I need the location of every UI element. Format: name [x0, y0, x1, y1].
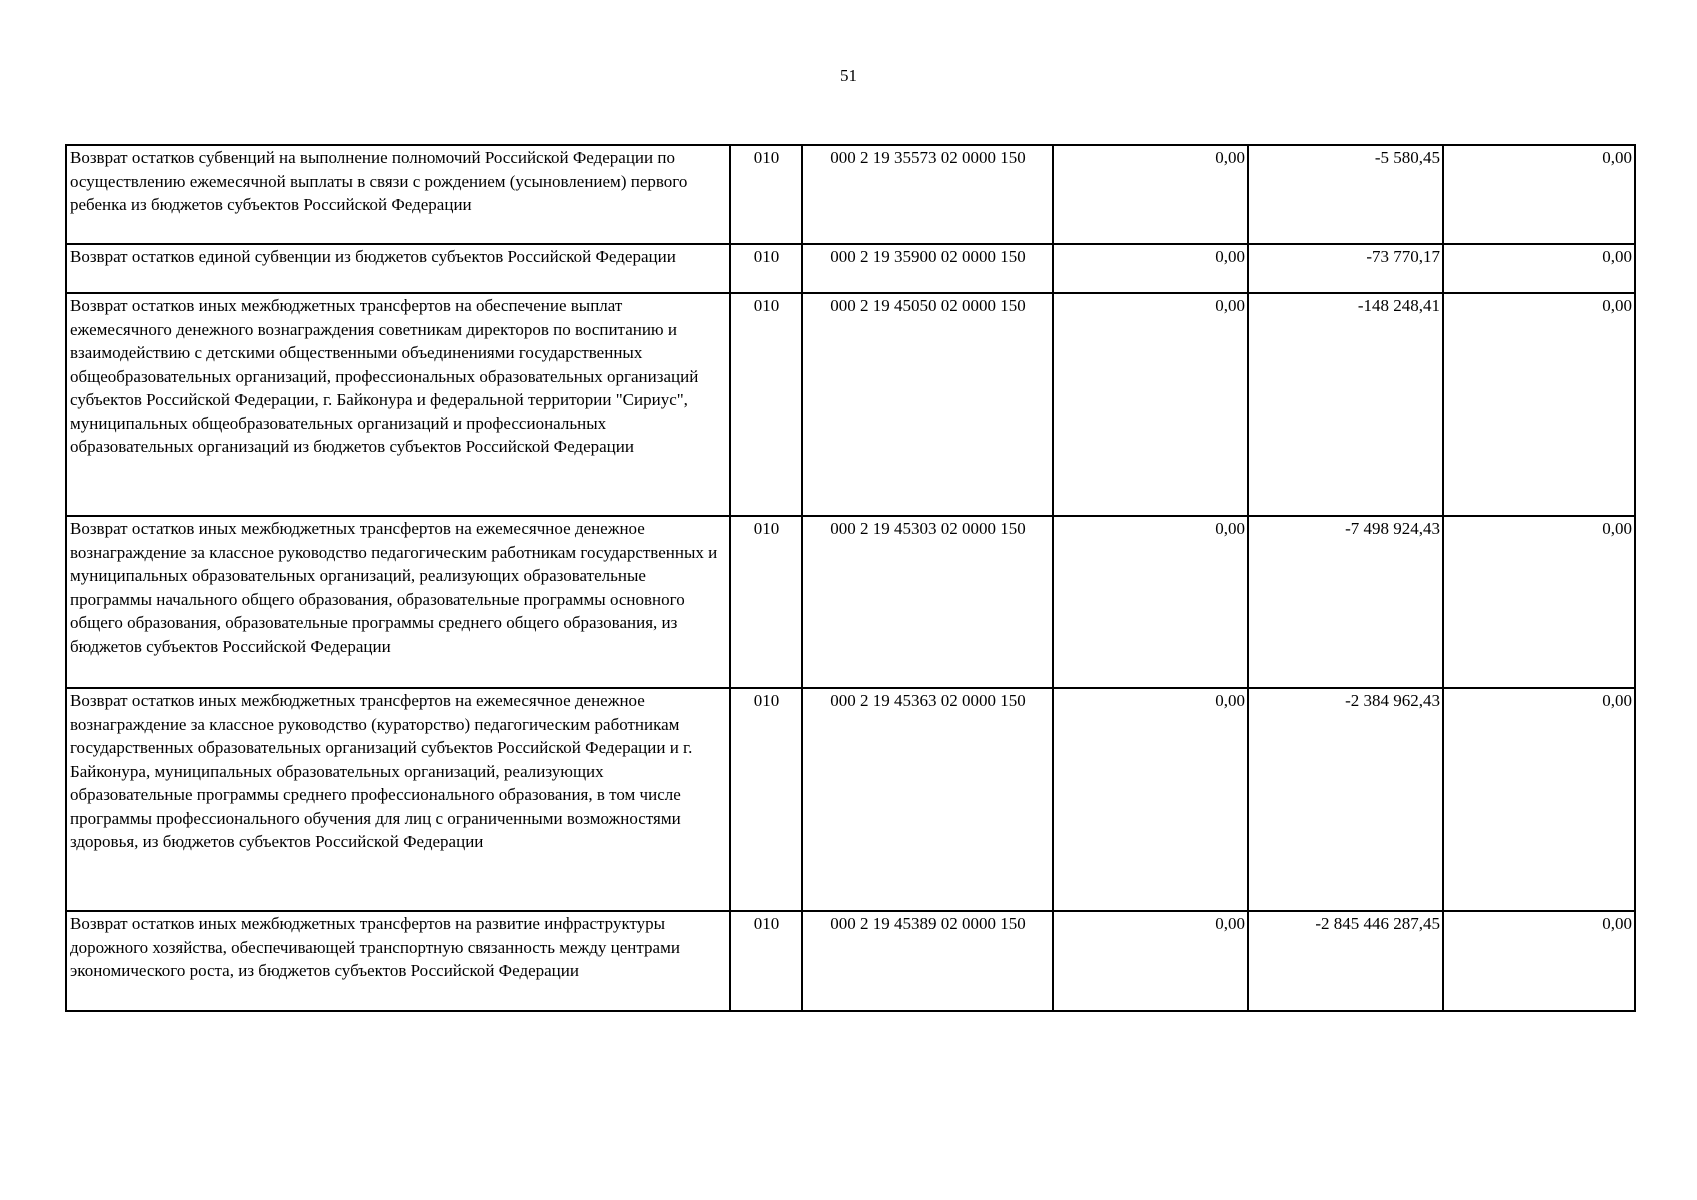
row-value-1-cell: 0,00	[1053, 516, 1248, 688]
row-budget-code-cell: 000 2 19 45050 02 0000 150	[802, 293, 1053, 516]
row-budget-code-cell: 000 2 19 45389 02 0000 150	[802, 911, 1053, 1011]
table-row	[66, 516, 1635, 688]
row-value-3-cell: 0,00	[1443, 911, 1635, 1011]
row-name-cell: Возврат остатков единой субвенции из бюджетов субъектов Российской Федерации	[66, 244, 730, 293]
row-value-1-cell: 0,00	[1053, 244, 1248, 293]
row-value-3-cell: 0,00	[1443, 145, 1635, 244]
row-admin-code-cell: 010	[730, 516, 802, 688]
row-value-3-cell: 0,00	[1443, 688, 1635, 911]
row-name-cell: Возврат остатков иных межбюджетных трансфертов на развитие инфраструктуры дорожного хозяйства, обеспечивающей транспортную связанность между центрами экономического роста, из бюджетов субъектов Российской Федерации	[66, 911, 730, 1011]
page-number: 51	[840, 66, 857, 85]
row-value-3-cell: 0,00	[1443, 244, 1635, 293]
row-budget-code-cell: 000 2 19 35900 02 0000 150	[802, 244, 1053, 293]
row-admin-code-cell: 010	[730, 688, 802, 911]
row-name-cell: Возврат остатков иных межбюджетных трансфертов на обеспечение выплат ежемесячного денежного вознаграждения советникам директоров по воспитанию и взаимодействию с детскими общественными объединениями государственных общеобразовательных организаций, профессиональных образовательных организаций субъектов Российской Федерации, г. Байконура и федеральной территории "Сириус", муниципальных общеобразовательных организаций и профессиональных образовательных организаций из бюджетов субъектов Российской Федерации	[66, 293, 730, 516]
row-value-2-cell: -2 845 446 287,45	[1248, 911, 1443, 1011]
row-value-2-cell: -5 580,45	[1248, 145, 1443, 244]
row-value-2-cell: -148 248,41	[1248, 293, 1443, 516]
row-value-2-cell: -2 384 962,43	[1248, 688, 1443, 911]
row-value-2-cell: -73 770,17	[1248, 244, 1443, 293]
row-budget-code-cell: 000 2 19 45303 02 0000 150	[802, 516, 1053, 688]
table-row	[66, 911, 1635, 1011]
budget-table	[65, 144, 1636, 1012]
row-budget-code-cell: 000 2 19 35573 02 0000 150	[802, 145, 1053, 244]
table-row	[66, 688, 1635, 911]
row-name-cell: Возврат остатков иных межбюджетных трансфертов на ежемесячное денежное вознаграждение за классное руководство (кураторство) педагогическим работникам государственных образовательных организаций субъектов Российской Федерации и г. Байконура, муниципальных образовательных организаций, реализующих образовательные программы среднего профессионального образования, в том числе программы профессионального обучения для лиц с ограниченными возможностями здоровья, из бюджетов субъектов Российской Федерации	[66, 688, 730, 911]
row-admin-code-cell: 010	[730, 911, 802, 1011]
row-admin-code-cell: 010	[730, 293, 802, 516]
row-name-cell: Возврат остатков иных межбюджетных трансфертов на ежемесячное денежное вознаграждение за классное руководство педагогическим работникам государственных и муниципальных образовательных организаций, реализующих образовательные программы начального общего образования, образовательные программы основного общего образования, образовательные программы среднего общего образования, из бюджетов субъектов Российской Федерации	[66, 516, 730, 688]
row-value-3-cell: 0,00	[1443, 516, 1635, 688]
row-value-1-cell: 0,00	[1053, 688, 1248, 911]
row-admin-code-cell: 010	[730, 145, 802, 244]
table-row	[66, 145, 1635, 244]
row-admin-code-cell: 010	[730, 244, 802, 293]
row-name-cell: Возврат остатков субвенций на выполнение полномочий Российской Федерации по осуществлению ежемесячной выплаты в связи с рождением (усыновлением) первого ребенка из бюджетов субъектов Российской Федерации	[66, 145, 730, 244]
row-value-2-cell: -7 498 924,43	[1248, 516, 1443, 688]
row-value-1-cell: 0,00	[1053, 911, 1248, 1011]
row-value-1-cell: 0,00	[1053, 293, 1248, 516]
row-budget-code-cell: 000 2 19 45363 02 0000 150	[802, 688, 1053, 911]
row-value-3-cell: 0,00	[1443, 293, 1635, 516]
row-value-1-cell: 0,00	[1053, 145, 1248, 244]
table-row	[66, 244, 1635, 293]
table-row	[66, 293, 1635, 516]
